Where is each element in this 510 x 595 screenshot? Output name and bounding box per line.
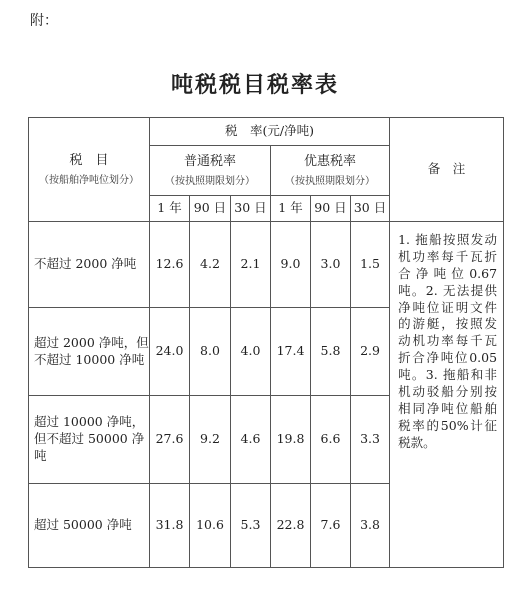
period-header: 30 日 [231,196,271,222]
normal-rate-header: 普通税率 [183,153,236,169]
period-header: 1 年 [150,196,190,222]
item-header-cell [29,118,150,222]
pref-rate-header-cell [271,146,390,196]
rate-cell: 31.8 [150,484,190,568]
rate-cell: 24.0 [150,308,190,396]
rate-cell: 10.6 [190,484,231,568]
rate-cell: 3.3 [351,396,390,484]
normal-rate-header-cell [150,146,271,196]
rate-cell: 4.6 [231,396,271,484]
rate-cell: 8.0 [190,308,231,396]
rate-cell: 4.2 [190,222,231,308]
row-item-label: 超过 10000 净吨，但不超过 50000 净吨 [29,396,150,484]
rate-cell: 6.6 [311,396,351,484]
period-header: 90 日 [311,196,351,222]
tax-rate-table [28,117,504,568]
rate-cell: 2.9 [351,308,390,396]
rate-cell: 27.6 [150,396,190,484]
attachment-label: 附： [30,13,58,29]
rate-cell: 9.2 [190,396,231,484]
normal-rate-note: （按执照期限划分） [165,175,255,187]
rate-group-header: 税 率(元/净吨) [150,118,390,146]
period-header: 90 日 [190,196,231,222]
remarks-text: 1. 拖船按照发动机功率每千瓦折合净吨位0.67吨。2. 无法提供净吨位证明文件的游艇，按照发动机功率每千瓦折合净吨位0.05吨。3. 拖船和非机动驳船分别按相同净吨位船舶税率的50%计征税款。 [398,232,498,450]
rate-cell: 3.8 [351,484,390,568]
row-item-label: 超过 50000 净吨 [29,484,150,568]
item-header-note: （按船舶净吨位划分） [39,174,139,186]
rate-cell: 17.4 [271,308,311,396]
rate-cell: 2.1 [231,222,271,308]
rate-cell: 5.8 [311,308,351,396]
rate-cell: 3.0 [311,222,351,308]
table-row [29,222,504,308]
page-title: 吨税税目税率表 [170,72,339,98]
rate-cell: 12.6 [150,222,190,308]
remark-header: 备 注 [390,118,504,222]
rate-cell: 1.5 [351,222,390,308]
rate-cell: 22.8 [271,484,311,568]
rate-cell: 19.8 [271,396,311,484]
remarks-cell [390,222,504,568]
rate-cell: 7.6 [311,484,351,568]
row-item-label: 超过 2000 净吨，但不超过 10000 净吨 [29,308,150,396]
row-item-label: 不超过 2000 净吨 [29,222,150,308]
pref-rate-header: 优惠税率 [304,153,357,169]
rate-cell: 5.3 [231,484,271,568]
period-header: 1 年 [271,196,311,222]
rate-cell: 9.0 [271,222,311,308]
period-header: 30 日 [351,196,390,222]
item-header: 税 目 [69,152,109,168]
pref-rate-note: （按执照期限划分） [285,175,376,187]
rate-cell: 4.0 [231,308,271,396]
